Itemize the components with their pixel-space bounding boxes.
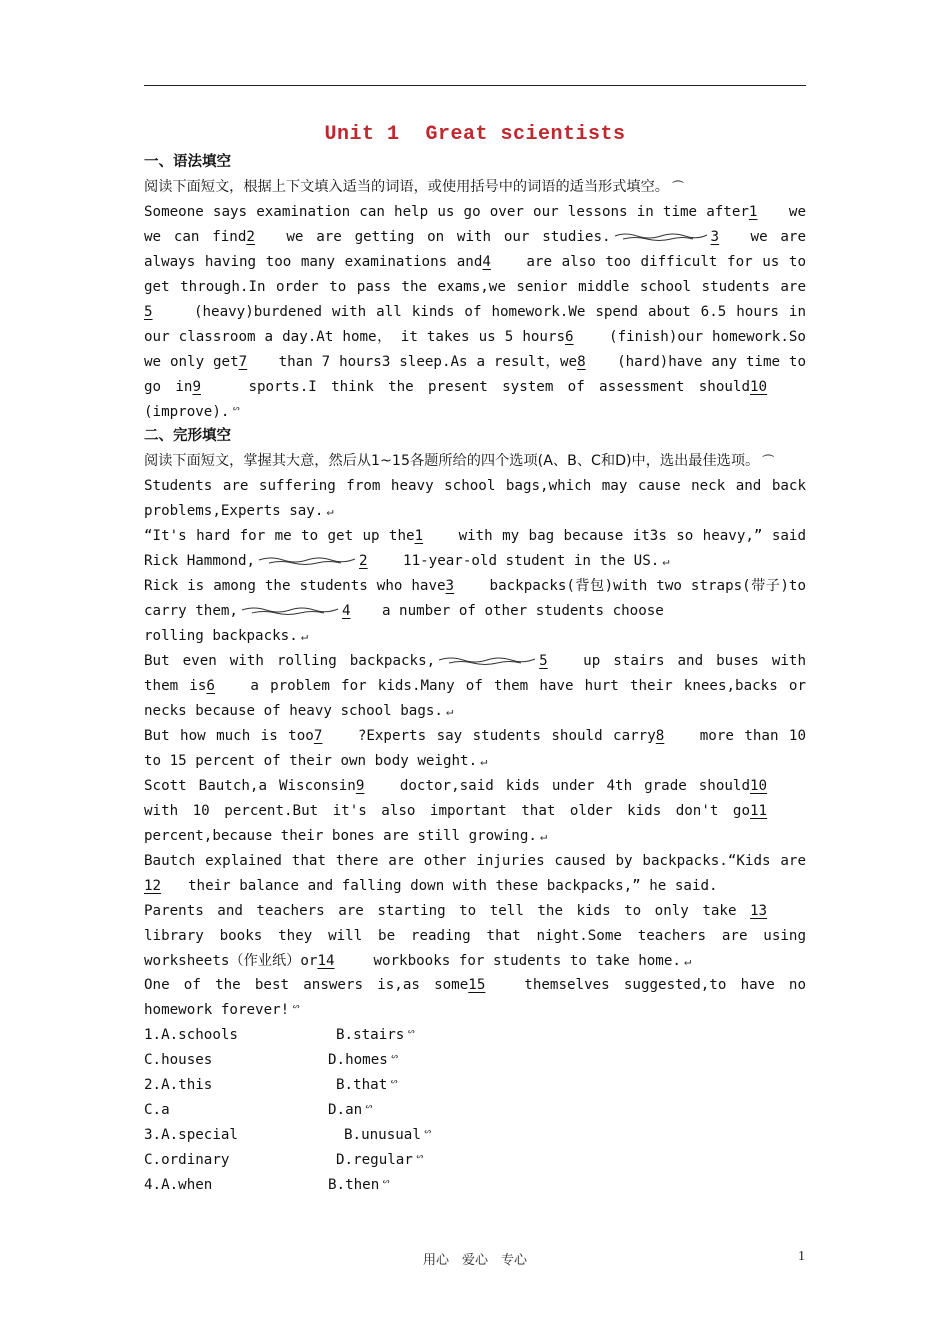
section2-instruction-text: 阅读下面短文，掌握其大意，然后从1~15各题所给的四个选项(A、B、C和D)中，选出最佳选项。 <box>144 453 760 470</box>
option-row <box>144 1098 806 1123</box>
cloze-blank-10[interactable]: 10 <box>750 777 768 794</box>
squiggle-mark-icon: ᔥ <box>407 1028 416 1043</box>
title-name: Great scientists <box>425 123 626 146</box>
passage-text: more than 10 to 15 percent of their own body weight. <box>144 727 807 769</box>
passage-text: ?Experts say students should carry <box>357 727 656 744</box>
cloze-paragraph-3-cont <box>144 624 806 649</box>
option-d[interactable] <box>328 1098 373 1123</box>
blank-5[interactable]: 5 <box>144 303 153 320</box>
cloze-paragraph-6 <box>144 774 806 849</box>
page-number: 1 <box>798 1249 805 1264</box>
option-c[interactable]: C.houses <box>144 1052 213 1069</box>
option-d-text: D.an <box>328 1102 363 1119</box>
squiggle-mark-icon: ᔥ <box>390 1078 398 1093</box>
cloze-paragraph-5 <box>144 724 806 774</box>
passage-text: Rick is among the students who have <box>144 578 446 595</box>
cloze-paragraph-2 <box>144 524 806 574</box>
title-unit: Unit 1 <box>324 123 400 146</box>
passage-text: their balance and falling down with these backpacks,” he said. <box>188 877 718 894</box>
passage-text: (heavy)burdened with all kinds of homework.We spend about 6.5 hours in our classroom a day.At home， it takes us 5 hours <box>144 303 806 345</box>
cloze-blank-8[interactable]: 8 <box>655 727 665 744</box>
cloze-paragraph-8 <box>144 899 806 974</box>
section2-instruction <box>144 449 806 474</box>
options-list <box>144 1023 806 1198</box>
section2-heading: 二、完形填空 <box>144 428 231 445</box>
passage-text: One of the best answers is,as some <box>144 977 469 994</box>
squiggle-mark-icon: ᔥ <box>232 404 241 419</box>
cloze-blank-4[interactable]: 4 <box>341 603 351 620</box>
option-row <box>144 1048 806 1073</box>
passage-text: doctor,said kids under 4th grade should <box>399 777 751 794</box>
passage-text: Bautch explained that there are other injuries caused by backpacks.“Kids are <box>144 852 806 869</box>
wave-scribble-icon <box>257 556 357 566</box>
blank-7[interactable]: 7 <box>238 353 248 370</box>
passage-text: than 7 hours3 sleep.As a result，we <box>278 353 578 370</box>
option-a[interactable]: 2.A.this <box>144 1077 213 1094</box>
squiggle-mark-icon: ᔥ <box>365 1103 373 1118</box>
blank-6[interactable]: 6 <box>565 328 574 345</box>
page-title <box>0 123 950 146</box>
passage-text: Students are suffering from heavy school bags,which may cause neck and back problems,Experts say. <box>144 478 806 520</box>
passage-text: (hard)have any time to go in <box>144 353 806 395</box>
cloze-paragraph-1 <box>144 474 806 524</box>
passage-text: with 10 percent.But it's also important that older kids don't go <box>144 802 750 819</box>
passage-text: backpacks(背包)with two straps(带子)to carry them, <box>144 578 806 620</box>
return-mark-icon: ↵ <box>300 629 308 644</box>
cloze-paragraph-3 <box>144 574 806 624</box>
wave-scribble-icon <box>613 232 709 242</box>
hat-mark-icon: ⏜ <box>762 454 774 469</box>
hat-mark-icon: ⏜ <box>671 179 684 194</box>
option-d-text: D.regular <box>336 1152 413 1169</box>
passage-text: a problem for kids.Many of them have hurt their knees,backs or necks because of heavy school bags. <box>144 678 806 719</box>
blank-10[interactable]: 10 <box>750 378 768 395</box>
option-d[interactable] <box>328 1048 398 1073</box>
option-row <box>144 1073 806 1098</box>
passage-text: workbooks for students to take home. <box>373 952 681 969</box>
section1-heading: 一、语法填空 <box>144 154 231 170</box>
passage-text: Someone says examination can help us go over our lessons in time after <box>144 203 749 220</box>
passage-text: But how much is too <box>144 727 314 744</box>
blank-9[interactable]: 9 <box>192 378 202 395</box>
passage-text: a number of other students choose <box>381 603 664 620</box>
header-rule <box>144 85 806 86</box>
passage-text: library books they will be reading that night.Some teachers are using worksheets（作业纸）or <box>144 927 806 969</box>
passage-text: rolling backpacks. <box>144 628 298 645</box>
passage-text: with my bag because it3s so heavy,” said Rick Hammond, <box>144 528 806 570</box>
option-c[interactable]: C.a <box>144 1102 170 1119</box>
option-c[interactable]: C.ordinary <box>144 1152 230 1169</box>
worksheet-body <box>144 150 806 1198</box>
option-row <box>144 1123 806 1148</box>
wave-scribble-icon <box>240 606 340 616</box>
section1-instruction <box>144 175 806 200</box>
return-mark-icon: ↵ <box>683 953 692 968</box>
option-a[interactable]: 3.A.special <box>144 1127 238 1144</box>
cloze-blank-3[interactable]: 3 <box>445 578 455 595</box>
passage-text: we can find <box>144 228 247 245</box>
blank-2[interactable]: 2 <box>246 228 255 245</box>
return-mark-icon: ↵ <box>539 828 548 843</box>
passage-text: (finish)our homework.So we only get <box>144 328 806 370</box>
page-footer: 用心 爱心 专心 <box>422 1253 527 1268</box>
passage-text: Scott Bautch,a Wisconsin <box>144 777 356 794</box>
return-mark-icon: ↵ <box>445 703 454 718</box>
option-b-text: B.then <box>328 1176 380 1193</box>
passage-text: “It's hard for me to get up the <box>144 528 415 545</box>
option-d[interactable] <box>336 1148 424 1173</box>
cloze-paragraph-4 <box>144 649 806 724</box>
cloze-blank-14[interactable]: 14 <box>317 952 335 969</box>
return-mark-icon: ↵ <box>326 504 334 519</box>
passage-text: are also too difficult for us to get through.In order to pass the exams,we senior middle school students are <box>144 253 806 295</box>
passage-text: up stairs and buses with them is <box>144 653 806 695</box>
option-b[interactable] <box>336 1073 398 1098</box>
squiggle-mark-icon: ᔥ <box>292 1003 300 1018</box>
cloze-paragraph-9 <box>144 973 806 1023</box>
cloze-blank-5[interactable]: 5 <box>539 653 548 670</box>
option-a[interactable]: 4.A.when <box>144 1176 213 1193</box>
passage-text: But even with rolling backpacks, <box>144 653 436 670</box>
option-row <box>144 1173 806 1198</box>
option-row <box>144 1023 806 1048</box>
cloze-blank-2[interactable]: 2 <box>359 553 368 570</box>
option-b-text: B.that <box>336 1077 388 1094</box>
cloze-blank-9[interactable]: 9 <box>355 777 365 794</box>
option-b-text: B.stairs <box>336 1027 405 1044</box>
cloze-blank-7[interactable]: 7 <box>313 727 323 744</box>
passage-text: Parents and teachers are starting to tell the kids to only take <box>144 902 737 919</box>
return-mark-icon: ↵ <box>480 753 488 768</box>
cloze-paragraph-7 <box>144 849 806 899</box>
option-d-text: D.homes <box>328 1052 388 1069</box>
squiggle-mark-icon: ᔥ <box>415 1153 424 1168</box>
blank-1[interactable]: 1 <box>748 203 758 220</box>
passage-text: themselves suggested,to have no homework forever! <box>144 977 806 1019</box>
cloze-blank-13[interactable]: 13 <box>750 902 768 919</box>
passage-text: we are always having too many examinations and <box>144 228 806 270</box>
blank-8[interactable]: 8 <box>577 353 586 370</box>
return-mark-icon: ↵ <box>662 554 670 569</box>
passage-text: sports.I think the present system of assessment should <box>248 378 750 395</box>
blank-3[interactable]: 3 <box>710 228 720 245</box>
grammar-passage: Someone says examination can help us go over our lessons in time after1 we we can find2 we are getting on with our studies. 3 we are always having too many examinations and4 are also too difficult for us to get through.In order to pass the exams,we senior middle school students are5 (heavy)burdened with all kinds of homework.We spend about 6.5 hours in our classroom a day.At home， it takes us 5 hours6 (finish)our homework.So we only get7 than 7 hours3 sleep.As a result，we8 (hard)have any time to go in9 sports.I think the present system of assessment should10 (improve). ᔥ <box>144 200 806 425</box>
squiggle-mark-icon: ᔥ <box>423 1128 432 1143</box>
cloze-blank-1[interactable]: 1 <box>414 528 424 545</box>
cloze-blank-11[interactable]: 11 <box>750 802 768 819</box>
section1-instruction-text: 阅读下面短文，根据上下文填入适当的词语，或使用括号中的词语的适当形式填空。 <box>144 178 669 195</box>
option-row <box>144 1148 806 1173</box>
squiggle-mark-icon: ᔥ <box>390 1053 399 1068</box>
passage-text: 11-year-old student in the US. <box>403 553 660 570</box>
cloze-blank-15[interactable]: 15 <box>468 977 486 994</box>
option-b-text: B.unusual <box>344 1127 421 1144</box>
passage-text: we are getting on with our studies. <box>286 228 611 245</box>
wave-scribble-icon <box>437 656 537 666</box>
blank-4[interactable]: 4 <box>482 253 491 270</box>
passage-text: (improve). <box>144 403 230 420</box>
option-b[interactable] <box>328 1173 390 1198</box>
option-b[interactable] <box>344 1123 432 1148</box>
cloze-blank-12[interactable]: 12 <box>144 877 162 894</box>
squiggle-mark-icon: ᔥ <box>382 1177 390 1192</box>
option-a[interactable]: 1.A.schools <box>144 1027 238 1044</box>
cloze-blank-6[interactable]: 6 <box>206 678 215 695</box>
passage-text: percent,because their bones are still growing. <box>144 827 537 844</box>
option-b[interactable] <box>336 1023 415 1048</box>
